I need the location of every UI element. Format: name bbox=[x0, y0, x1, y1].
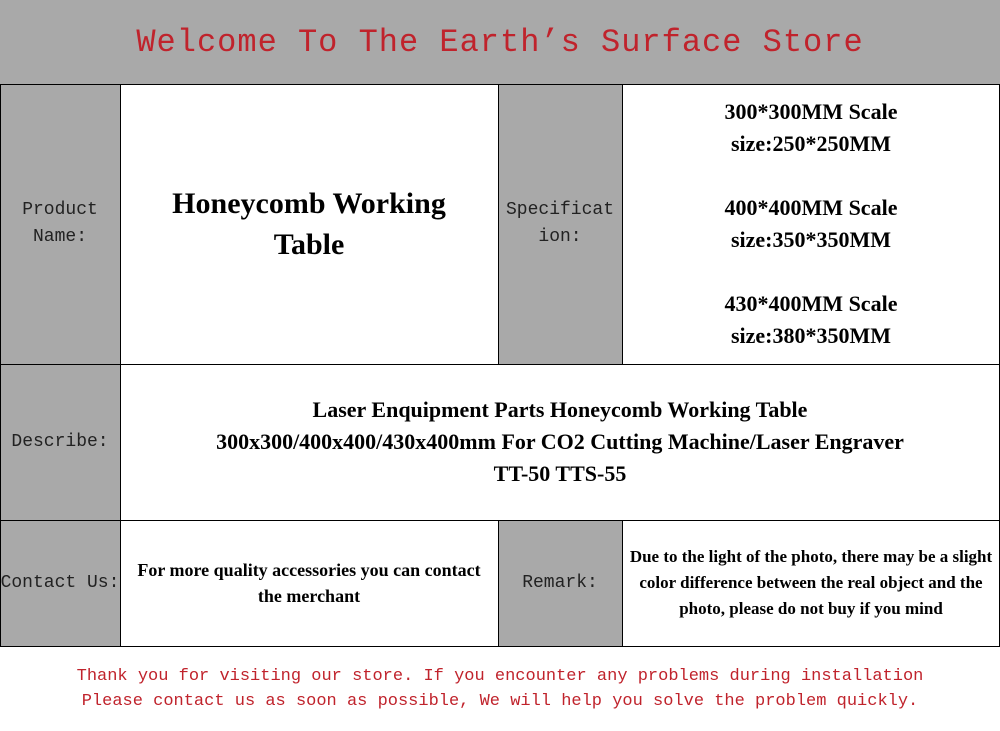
spec-item-scale: 300*300MM Scale bbox=[724, 99, 898, 124]
describe-line: 300x300/400x400/430x400mm For CO2 Cutting Machine/Laser Engraver bbox=[216, 429, 904, 454]
describe-line: Laser Enquipment Parts Honeycomb Working Table bbox=[312, 397, 808, 422]
contact-label-cell bbox=[0, 520, 120, 646]
footer-line: Please contact us as soon as possible, We will help you solve the problem quickly. bbox=[81, 691, 919, 711]
footer-line: Thank you for visiting our store. If you encounter any problems during installation bbox=[76, 666, 924, 686]
product-name-label: Product Name: bbox=[22, 200, 98, 247]
grid-line bbox=[498, 84, 499, 364]
spec-item bbox=[725, 288, 898, 352]
spec-item bbox=[725, 192, 898, 256]
contact-cell bbox=[120, 520, 498, 646]
grid-line bbox=[622, 520, 623, 646]
grid-line bbox=[0, 84, 1, 646]
describe-cell bbox=[120, 364, 1000, 520]
grid-line bbox=[0, 520, 1000, 521]
product-name-label-cell bbox=[0, 84, 120, 364]
spec-item-scale: 430*400MM Scale bbox=[724, 291, 898, 316]
spec-item bbox=[725, 96, 898, 160]
describe-label: Describe: bbox=[11, 432, 109, 452]
product-name-cell bbox=[120, 84, 498, 364]
remark-cell bbox=[622, 520, 1000, 646]
remark-text: Due to the light of the photo, there may be a slight color difference between the real object and the photo, please do not buy if you mind bbox=[629, 547, 993, 618]
product-name-value: Honeycomb Working Table bbox=[172, 187, 446, 261]
specification-list bbox=[622, 84, 1000, 364]
store-header bbox=[0, 0, 1000, 84]
remark-label-cell bbox=[498, 520, 622, 646]
grid-line bbox=[0, 364, 1000, 365]
store-footer bbox=[0, 646, 1000, 731]
spec-item-size: size:350*350MM bbox=[730, 227, 892, 252]
grid-line bbox=[0, 646, 1000, 647]
remark-label: Remark: bbox=[522, 573, 598, 593]
describe-label-cell bbox=[0, 364, 120, 520]
contact-label: Contact Us: bbox=[0, 573, 120, 593]
grid-line bbox=[622, 84, 623, 364]
store-title: Welcome To The Earth’s Surface Store bbox=[136, 23, 864, 61]
grid-line bbox=[0, 84, 1000, 85]
contact-text: For more quality accessories you can contact the merchant bbox=[137, 560, 481, 606]
describe-line: TT-50 TTS-55 bbox=[493, 461, 627, 486]
grid-line bbox=[120, 84, 121, 646]
spec-item-scale: 400*400MM Scale bbox=[724, 195, 898, 220]
specification-label-cell bbox=[498, 84, 622, 364]
spec-item-size: size:380*350MM bbox=[730, 323, 892, 348]
spec-item-size: size:250*250MM bbox=[730, 131, 892, 156]
grid-line bbox=[498, 520, 499, 646]
specification-label: Specification: bbox=[505, 200, 615, 247]
